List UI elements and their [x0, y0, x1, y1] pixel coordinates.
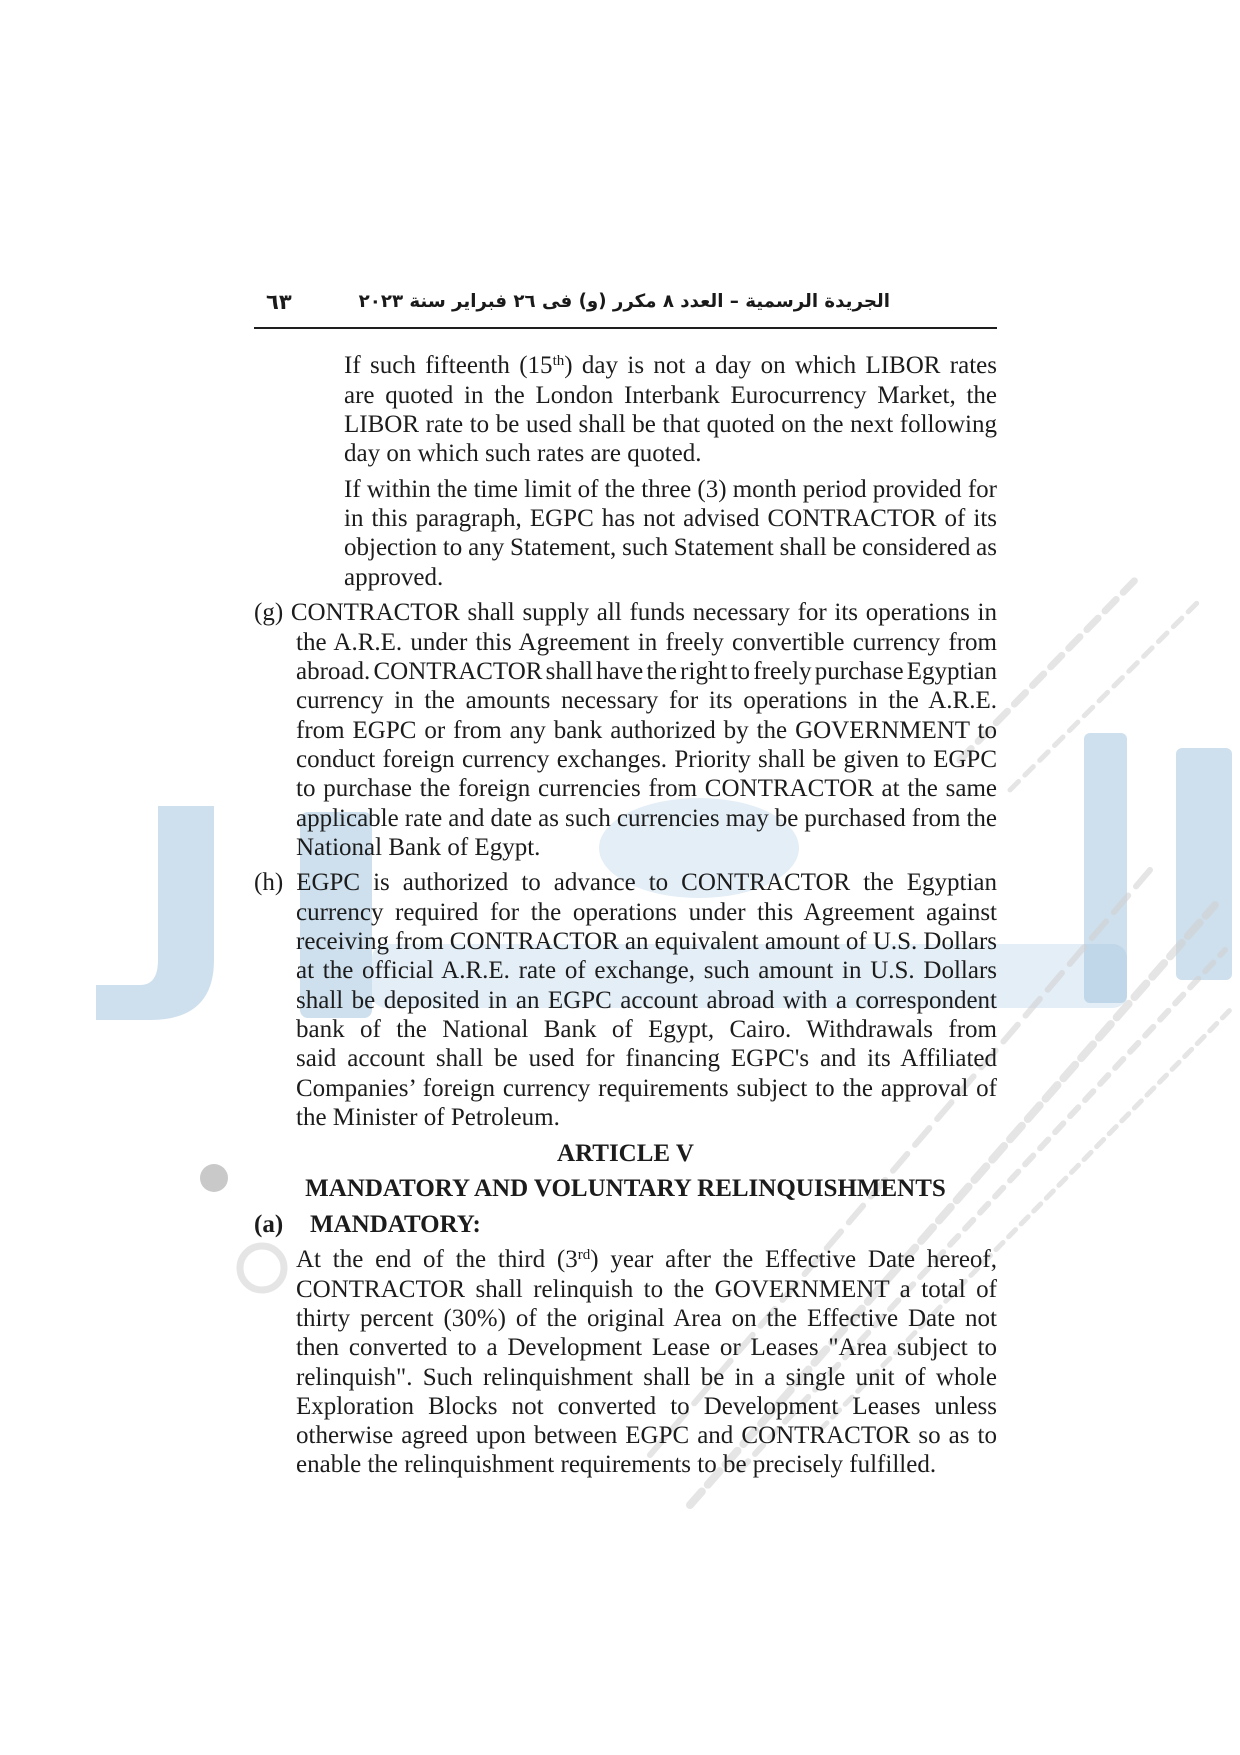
text-line: abroad. CONTRACTOR shall have the right to freely purchase Egyptian [296, 658, 997, 685]
text-line: the Minister of Petroleum. [296, 1103, 560, 1131]
text-line: the A.R.E. under this Agreement in freely convertible currency from [296, 628, 997, 656]
text-line: are quoted in the London Interbank Eurocurrency Market, the [344, 381, 997, 409]
text-line: approved. [344, 563, 444, 591]
text-line: National Bank of Egypt. [296, 833, 541, 861]
text-span: EGPC is authorized to advance to CONTRACTOR the Egyptian [296, 869, 998, 897]
text-line: enable the relinquishment requirements to be precisely fulfilled. [296, 1451, 937, 1479]
section-label: (a) [254, 1210, 284, 1238]
text-line: bank of the National Bank of Egypt, Cairo. Withdrawals from [296, 1016, 997, 1044]
clause-h [254, 868, 997, 1132]
text-line: said account shall be used for financing EGPC's and its Affiliated [296, 1045, 997, 1073]
text-span: ) day is not a day on which LIBOR rates [564, 352, 997, 380]
text-line: then converted to a Development Lease or Leases "Area subject to [296, 1334, 997, 1362]
article-number: ARTICLE V [557, 1139, 694, 1167]
paragraph-mandatory-relinquishment [254, 1245, 997, 1480]
text-line: If within the time limit of the three (3) month period provided for [344, 475, 997, 503]
text-line [254, 868, 997, 897]
text-line: at the official A.R.E. rate of exchange, such amount in U.S. Dollars [296, 957, 997, 985]
article-title: MANDATORY AND VOLUNTARY RELINQUISHMENTS [305, 1175, 946, 1203]
text-line: to purchase the foreign currencies from CONTRACTOR at the same [296, 775, 997, 803]
page-header-title: الجريدة الرسمية – العدد ٨ مكرر (و) فى ٢٦ فبراير سنة ٢٠٢٣ [358, 291, 890, 312]
text-line: relinquish". Such relinquishment shall be in a single unit of whole [296, 1363, 997, 1391]
text-line: objection to any Statement, such Statement shall be considered as [344, 534, 997, 562]
section-title: MANDATORY: [310, 1210, 481, 1238]
text-line: Companies’ foreign currency requirements subject to the approval of [296, 1074, 997, 1102]
superscript: th [552, 353, 565, 370]
document-body [254, 351, 997, 1486]
header-rule [254, 327, 997, 329]
section-heading [254, 1210, 997, 1239]
text-line: currency required for the operations under this Agreement against [296, 898, 997, 926]
text-line: day on which such rates are quoted. [344, 440, 702, 468]
text-line [344, 351, 997, 380]
text-line: otherwise agreed upon between EGPC and CONTRACTOR so as to [296, 1422, 997, 1450]
page-number: ٦٣ [266, 290, 292, 314]
superscript: rd [577, 1247, 591, 1264]
clause-label: (h) [254, 869, 284, 897]
text-line: Exploration Blocks not converted to Development Leases unless [296, 1392, 997, 1420]
text-line: shall be deposited in an EGPC account abroad with a correspondent [296, 986, 997, 1014]
text-line: receiving from CONTRACTOR an equivalent amount of U.S. Dollars [296, 928, 997, 956]
text-line: in this paragraph, EGPC has not advised CONTRACTOR of its [344, 505, 997, 533]
text-line: thirty percent (30%) of the original Area on the Effective Date not [296, 1304, 997, 1332]
paragraph-statement-approval [344, 475, 997, 592]
text-span: CONTRACTOR shall supply all funds necessary for its operations in [290, 599, 997, 627]
text-line: LIBOR rate to be used shall be that quoted on the next following [344, 410, 997, 438]
text-line: from EGPC or from any bank authorized by the GOVERNMENT to [296, 716, 997, 744]
text-line: CONTRACTOR shall relinquish to the GOVERNMENT a total of [296, 1275, 997, 1303]
text-span: ) year after the Effective Date hereof, [590, 1246, 997, 1274]
text-span: At the end of the third (3 [296, 1246, 578, 1274]
clause-label: (g) [254, 599, 284, 627]
clause-g [254, 598, 997, 862]
text-line [296, 1245, 997, 1274]
text-line: applicable rate and date as such currencies may be purchased from the [296, 804, 997, 832]
text-line: conduct foreign currency exchanges. Priority shall be given to EGPC [296, 745, 997, 773]
text-line: currency in the amounts necessary for its operations in the A.R.E. [296, 687, 997, 715]
paragraph-libor-date [344, 351, 997, 468]
text-span: If such fifteenth (15 [344, 352, 553, 380]
text-line [254, 598, 997, 627]
